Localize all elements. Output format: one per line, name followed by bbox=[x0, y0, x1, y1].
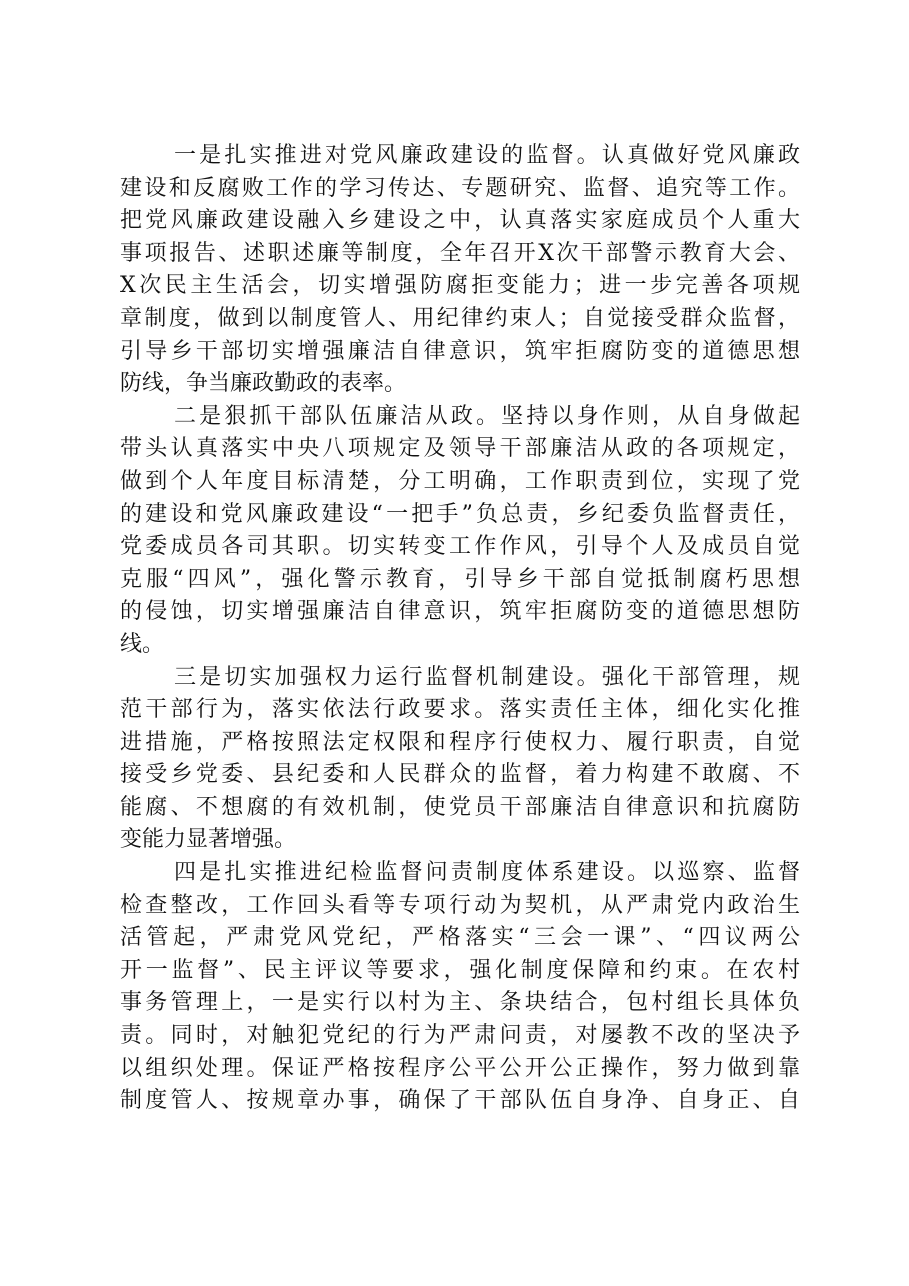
text-line: 线。 bbox=[120, 631, 165, 657]
text-line: 做到个人年度目标清楚，分工明确，工作职责到位，实现了党 bbox=[120, 468, 800, 494]
text-line: 能腐、不想腐的有效机制，使党员干部廉洁自律意识和抗腐防 bbox=[120, 794, 800, 820]
text-line: 接受乡党委、县纪委和人民群众的监督，着力构建不敢腐、不 bbox=[120, 762, 800, 788]
text-line: 克服“四风”，强化警示教育，引导乡干部自觉抵制腐朽思想 bbox=[120, 566, 800, 592]
text-line: 制度管人、按规章办事，确保了干部队伍自身净、自身正、自 bbox=[120, 1088, 800, 1114]
text-line: 开一监督”、民主评议等要求，强化制度保障和约束。在农村 bbox=[120, 957, 800, 983]
text-line: 建设和反腐败工作的学习传达、专题研究、监督、追究等工作。 bbox=[120, 175, 800, 201]
text-line: X次民主生活会，切实增强防腐拒变能力；进一步完善各项规 bbox=[120, 273, 800, 299]
text-line: 进措施，严格按照法定权限和程序行使权力、履行职责，自觉 bbox=[120, 729, 800, 755]
text-line: 二是狠抓干部队伍廉洁从政。坚持以身作则，从自身做起 bbox=[174, 403, 800, 429]
text-line: 的建设和党风廉政建设“一把手”负总责，乡纪委负监督责任， bbox=[120, 501, 800, 527]
text-line: 党委成员各司其职。切实转变工作作风，引导个人及成员自觉 bbox=[120, 534, 800, 560]
text-line: 范干部行为，落实依法行政要求。落实责任主体，细化实化推 bbox=[120, 697, 800, 723]
text-line: 带头认真落实中央八项规定及领导干部廉洁从政的各项规定， bbox=[120, 436, 800, 462]
text-line: 事项报告、述职述廉等制度，全年召开X次干部警示教育大会、 bbox=[120, 240, 800, 266]
text-line: 章制度，做到以制度管人、用纪律约束人；自觉接受群众监督， bbox=[120, 305, 800, 331]
paragraph-4 bbox=[120, 857, 800, 1118]
text-line: 引导乡干部切实增强廉洁自律意识，筑牢拒腐防变的道德思想 bbox=[120, 338, 800, 364]
text-line: 三是切实加强权力运行监督机制建设。强化干部管理，规 bbox=[174, 664, 800, 690]
text-line: 以组织处理。保证严格按程序公平公开公正操作，努力做到靠 bbox=[120, 1055, 800, 1081]
text-line: 责。同时，对触犯党纪的行为严肃问责，对屡教不改的坚决予 bbox=[120, 1023, 800, 1049]
text-line: 四是扎实推进纪检监督问责制度体系建设。以巡察、监督 bbox=[174, 860, 800, 886]
text-line: 的侵蚀，切实增强廉洁自律意识，筑牢拒腐防变的道德思想防 bbox=[120, 599, 800, 625]
text-line: 变能力显著增强。 bbox=[120, 827, 297, 853]
text-line: 防线，争当廉政勤政的表率。 bbox=[120, 371, 407, 397]
text-line: 检查整改，工作回头看等专项行动为契机，从严肃党内政治生 bbox=[120, 892, 800, 918]
paragraph-1 bbox=[120, 140, 800, 401]
text-line: 活管起，严肃党风党纪，严格落实“三会一课”、“四议两公 bbox=[120, 925, 800, 951]
text-line: 把党风廉政建设融入乡建设之中，认真落实家庭成员个人重大 bbox=[120, 208, 800, 234]
text-line: 事务管理上，一是实行以村为主、条块结合，包村组长具体负 bbox=[120, 990, 800, 1016]
document-body bbox=[120, 140, 800, 1118]
paragraph-2 bbox=[120, 401, 800, 662]
paragraph-3 bbox=[120, 662, 800, 858]
text-line: 一是扎实推进对党风廉政建设的监督。认真做好党风廉政 bbox=[174, 143, 800, 168]
